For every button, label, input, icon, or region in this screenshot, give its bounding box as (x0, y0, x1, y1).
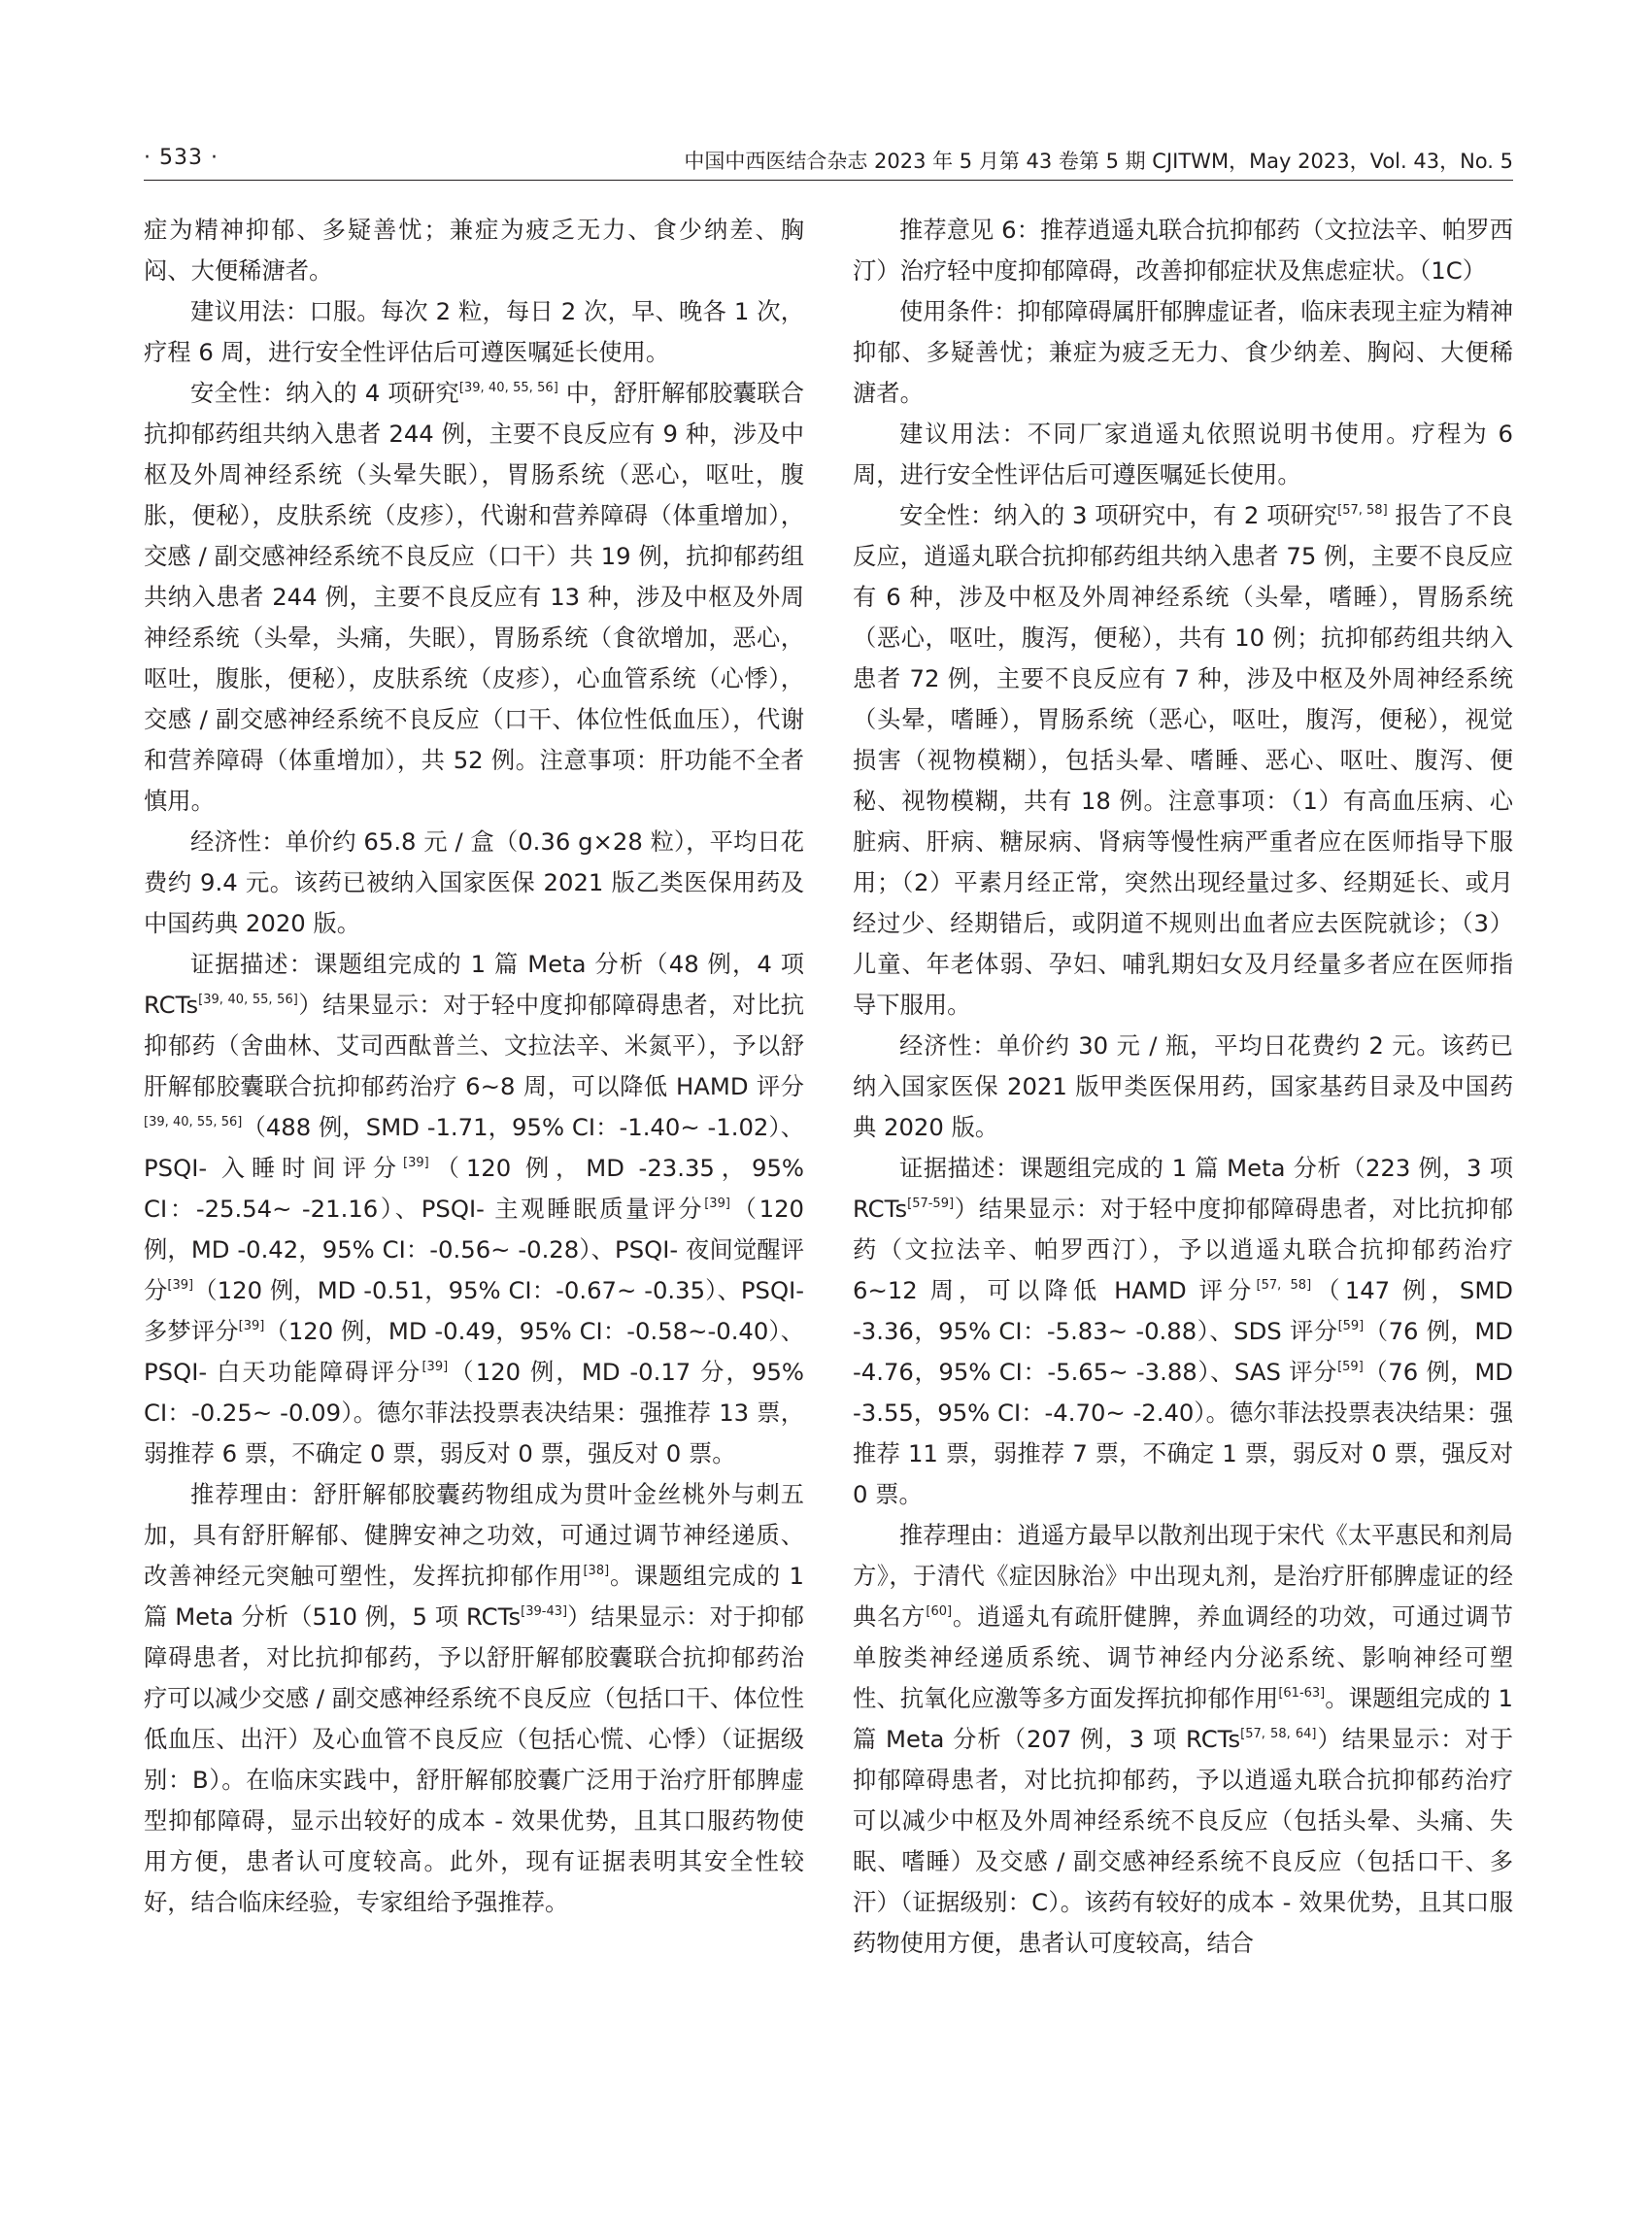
citation-superscript: [57, 58] (1337, 503, 1388, 518)
citation-superscript: [59] (1337, 1319, 1365, 1333)
paragraph-economics-2: 经济性：单价约 30 元 / 瓶，平均日花费约 2 元。该药已纳入国家医保 2021 版甲类医保用药，国家基药目录及中国药典 2020 版。 (853, 1031, 1513, 1141)
citation-superscript: [39] (238, 1319, 265, 1333)
citation-superscript: [39, 40, 55, 56] (198, 993, 298, 1007)
paragraph-recommendation-6: 推荐意见 6：推荐逍遥丸联合抗抑郁药（文拉法辛、帕罗西汀）治疗轻中度抑郁障碍，改善抑郁症状及焦虑症状。（1C） (853, 216, 1513, 285)
citation-superscript: [38] (583, 1564, 610, 1578)
citation-superscript: [57, 58] (1256, 1278, 1312, 1293)
paragraph-usage-2: 建议用法：不同厂家逍遥丸依照说明书使用。疗程为 6 周，进行安全性评估后可遵医嘱延长使用。 (853, 420, 1513, 489)
paragraph-rationale-1: 推荐理由：舒肝解郁胶囊药物组成为贯叶金丝桃外与刺五加，具有舒肝解郁、健脾安神之功效，可通过调节神经递质、改善神经元突触可塑性，发挥抗抑郁作用[38]。课题组完成的 1 篇 Meta 分析（510 例，5 项 RCTs[39-43]）结果显示：对于抑郁障碍患者，对比抗抑郁药，予以舒肝解郁胶囊联合抗抑郁药治疗可以减少交感 / 副交感神经系统不良反应（包括口干、体位性低血压、出汗）及心血管不良反应（包括心慌、心悸）（证据级别：B）。在临床实践中，舒肝解郁胶囊广泛用于治疗肝郁脾虚型抑郁障碍，显示出较好的成本 - 效果优势，且其口服药物使用方便，患者认可度较高。此外，现有证据表明其安全性较好，结合临床经验，专家组给予强推荐。 (144, 1480, 804, 1916)
paragraph-evidence-2: 证据描述：课题组完成的 1 篇 Meta 分析（223 例，3 项 RCTs[57-59]）结果显示：对于轻中度抑郁障碍患者，对比抗抑郁药（文拉法辛、帕罗西汀），予以逍遥丸联合抗抑郁药治疗 6~12 周，可以降低 HAMD 评分[57, 58]（147 例，SMD -3.36，95% CI：-5.83~ -0.88）、SDS 评分[59]（76 例，MD -4.76，95% CI：-5.65~ -3.88）、SAS 评分[59]（76 例，MD -3.55，95% CI：-4.70~ -2.40）。德尔菲法投票表决结果：强推荐 11 票，弱推荐 7 票，不确定 1 票，弱反对 0 票，强反对 0 票。 (853, 1154, 1513, 1508)
citation-superscript: [39, 40, 55, 56] (144, 1115, 243, 1129)
paragraph-main-symptoms: 症为精神抑郁、多疑善忧；兼症为疲乏无力、食少纳差、胸闷、大便稀溏者。 (144, 216, 804, 285)
left-column (144, 210, 804, 1923)
paragraph-conditions-2: 使用条件：抑郁障碍属肝郁脾虚证者，临床表现主症为精神抑郁、多疑善忧；兼症为疲乏无力、食少纳差、胸闷、大便稀溏者。 (853, 297, 1513, 407)
page-number: · 533 · (144, 146, 219, 170)
citation-superscript: [39] (704, 1197, 730, 1211)
citation-superscript: [39] (421, 1360, 449, 1374)
citation-superscript: [60] (926, 1604, 953, 1619)
citation-superscript: [61-63] (1278, 1686, 1326, 1701)
citation-superscript: [39, 40, 55, 56] (458, 381, 558, 395)
journal-header: 中国中西医结合杂志 2023 年 5 月第 43 卷第 5 期 CJITWM，May 2023，Vol. 43，No. 5 (684, 150, 1513, 173)
header-divider (144, 180, 1513, 181)
citation-superscript: [39] (167, 1278, 194, 1293)
citation-superscript: [57-59] (907, 1197, 955, 1211)
right-column (853, 210, 1513, 1964)
paragraph-rationale-2: 推荐理由：逍遥方最早以散剂出现于宋代《太平惠民和剂局方》，于清代《症因脉治》中出现丸剂，是治疗肝郁脾虚证的经典名方[60]。逍遥丸有疏肝健脾，养血调经的功效，可通过调节单胺类神经递质系统、调节神经内分泌系统、影响神经可塑性、抗氧化应激等多方面发挥抗抑郁作用[61-63]。课题组完成的 1 篇 Meta 分析（207 例，3 项 RCTs[57, 58, 64]）结果显示：对于抑郁障碍患者，对比抗抑郁药，予以逍遥丸联合抗抑郁药治疗可以减少中枢及外周神经系统不良反应（包括头晕、头痛、失眠、嗜睡）及交感 / 副交感神经系统不良反应（包括口干、多汗）（证据级别：C）。该药有较好的成本 - 效果优势，且其口服药物使用方便，患者认可度较高，结合 (853, 1521, 1514, 1957)
paragraph-safety-1: 安全性：纳入的 4 项研究[39, 40, 55, 56] 中，舒肝解郁胶囊联合抗抑郁药组共纳入患者 244 例，主要不良反应有 9 种，涉及中枢及外周神经系统（头晕失眠），胃肠系统（恶心，呕吐，腹胀，便秘），皮肤系统（皮疹），代谢和营养障碍（体重增加），交感 / 副交感神经系统不良反应（口干）共 19 例，抗抑郁药组共纳入患者 244 例，主要不良反应有 13 种，涉及中枢及外周神经系统（头晕，头痛，失眠），胃肠系统（食欲增加，恶心，呕吐，腹胀，便秘），皮肤系统（皮疹），心血管系统（心悸），交感 / 副交感神经系统不良反应（口干、体位性低血压），代谢和营养障碍（体重增加），共 52 例。注意事项：肝功能不全者慎用。 (144, 379, 804, 815)
paragraph-usage-1: 建议用法：口服。每次 2 粒，每日 2 次，早、晚各 1 次，疗程 6 周，进行安全性评估后可遵医嘱延长使用。 (144, 297, 804, 366)
paragraph-evidence-1: 证据描述：课题组完成的 1 篇 Meta 分析（48 例，4 项 RCTs[39, 40, 55, 56]）结果显示：对于轻中度抑郁障碍患者，对比抗抑郁药（舍曲林、艾司西酞普兰、文拉法辛、米氮平），予以舒肝解郁胶囊联合抗抑郁药治疗 6~8 周，可以降低 HAMD 评分[39, 40, 55, 56]（488 例，SMD -1.71，95% CI：-1.40~ -1.02）、PSQI- 入睡时间评分[39]（120 例，MD -23.35，95% CI：-25.54~ -21.16）、PSQI- 主观睡眠质量评分[39]（120 例，MD -0.42，95% CI：-0.56~ -0.28）、PSQI- 夜间觉醒评分[39]（120 例，MD -0.51，95% CI：-0.67~ -0.35）、PSQI- 多梦评分[39]（120 例，MD -0.49，95% CI：-0.58~-0.40）、PSQI- 白天功能障碍评分[39]（120 例，MD -0.17 分，95% CI：-0.25~ -0.09）。德尔菲法投票表决结果：强推荐 13 票，弱推荐 6 票，不确定 0 票，弱反对 0 票，强反对 0 票。 (144, 950, 805, 1467)
paragraph-safety-2: 安全性：纳入的 3 项研究中，有 2 项研究[57, 58] 报告了不良反应，逍遥丸联合抗抑郁药组共纳入患者 75 例，主要不良反应有 6 种，涉及中枢及外周神经系统（头晕，嗜睡），胃肠系统（恶心，呕吐，腹泻，便秘），共有 10 例；抗抑郁药组共纳入患者 72 例，主要不良反应有 7 种，涉及中枢及外周神经系统（头晕，嗜睡），胃肠系统（恶心，呕吐，腹泻，便秘），视觉损害（视物模糊），包括头晕、嗜睡、恶心、呕吐、腹泻、便秘、视物模糊，共有 18 例。注意事项：（1）有高血压病、心脏病、肝病、糖尿病、肾病等慢性病严重者应在医师指导下服用；（2）平素月经正常，突然出现经量过多、经期延长、或月经过少、经期错后，或阴道不规则出血者应去医院就诊；（3）儿童、年老体弱、孕妇、哺乳期妇女及月经量多者应在医师指导下服用。 (853, 501, 1514, 1019)
paragraph-economics-1: 经济性：单价约 65.8 元 / 盒（0.36 g×28 粒），平均日花费约 9.4 元。该药已被纳入国家医保 2021 版乙类医保用药及中国药典 2020 版。 (144, 827, 804, 937)
citation-superscript: [57, 58, 64] (1240, 1727, 1317, 1741)
citation-superscript: [39-43] (521, 1604, 568, 1619)
citation-superscript: [59] (1337, 1360, 1364, 1374)
citation-superscript: [39] (403, 1156, 429, 1170)
